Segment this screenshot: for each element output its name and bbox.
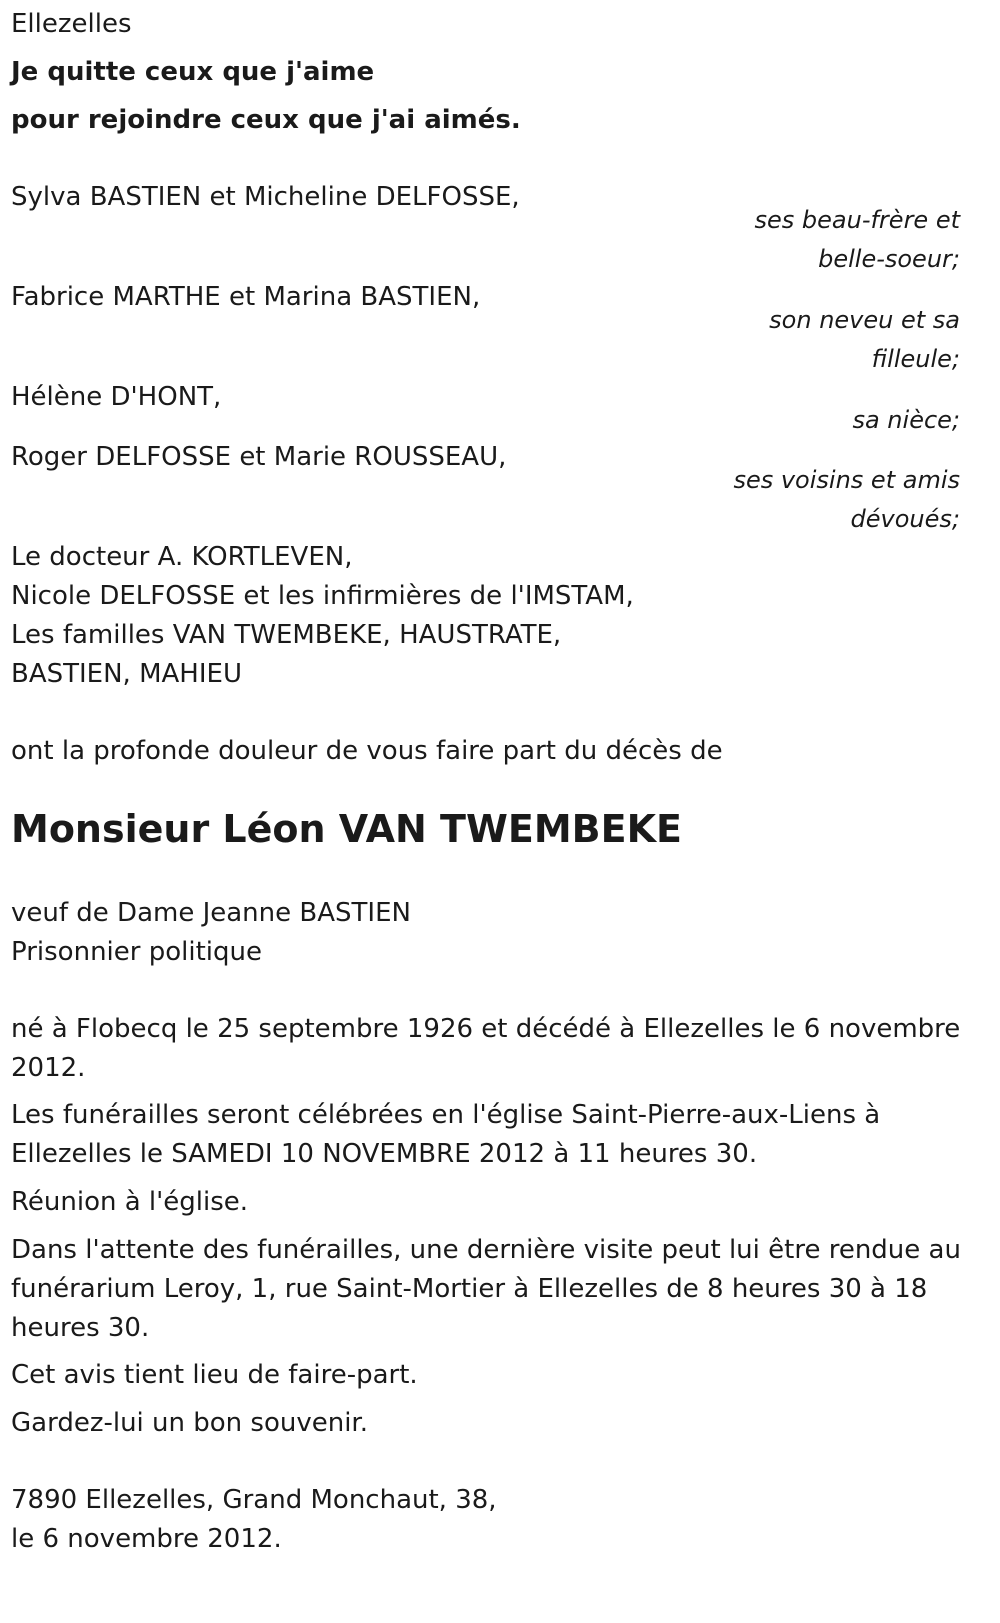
family-names-1: Sylva BASTIEN et Micheline DELFOSSE, — [11, 182, 520, 212]
family-relation-1a: ses beau-frère et — [754, 206, 960, 234]
birth-line-2: 2012. — [11, 1053, 86, 1083]
family-names-3: Hélène D'HONT, — [11, 382, 222, 412]
verse-line-2: pour rejoindre ceux que j'ai aimés. — [11, 105, 521, 135]
visit-line-1: Dans l'attente des funérailles, une dernière visite peut lui être rendue au — [11, 1235, 961, 1265]
remember-text: Gardez-lui un bon souvenir. — [11, 1408, 368, 1438]
notice-text: Cet avis tient lieu de faire-part. — [11, 1360, 418, 1390]
family-relation-2b: filleule; — [871, 345, 960, 373]
family-relation-4a: ses voisins et amis — [733, 466, 960, 494]
visit-line-2: funérarium Leroy, 1, rue Saint-Mortier à Ellezelles de 8 heures 30 à 18 — [11, 1274, 928, 1304]
deceased-widower: veuf de Dame Jeanne BASTIEN — [11, 898, 411, 928]
funeral-line-1: Les funérailles seront célébrées en l'église Saint-Pierre-aux-Liens à — [11, 1100, 881, 1130]
family-names-4: Roger DELFOSSE et Marie ROUSSEAU, — [11, 442, 507, 472]
family-relation-3: sa nièce; — [852, 406, 960, 434]
place-name: Ellezelles — [11, 9, 132, 39]
others-line-3: Les familles VAN TWEMBEKE, HAUSTRATE, — [11, 620, 562, 650]
family-relation-2a: son neveu et sa — [769, 306, 960, 334]
others-line-4: BASTIEN, MAHIEU — [11, 659, 242, 689]
family-names-2: Fabrice MARTHE et Marina BASTIEN, — [11, 282, 481, 312]
deceased-title: Prisonnier politique — [11, 937, 262, 967]
visit-line-3: heures 30. — [11, 1313, 150, 1343]
meeting-info: Réunion à l'église. — [11, 1187, 249, 1217]
others-line-1: Le docteur A. KORTLEVEN, — [11, 542, 353, 572]
family-relation-1b: belle-soeur; — [818, 245, 960, 273]
announcement: ont la profonde douleur de vous faire part du décès de — [11, 736, 723, 766]
verse-line-1: Je quitte ceux que j'aime — [11, 57, 375, 87]
family-relation-4b: dévoués; — [850, 505, 960, 533]
footer-address: 7890 Ellezelles, Grand Monchaut, 38, — [11, 1485, 497, 1515]
footer-date: le 6 novembre 2012. — [11, 1524, 282, 1554]
others-line-2: Nicole DELFOSSE et les infirmières de l'IMSTAM, — [11, 581, 634, 611]
birth-line-1: né à Flobecq le 25 septembre 1926 et décédé à Ellezelles le 6 novembre — [11, 1014, 961, 1044]
deceased-name: Monsieur Léon VAN TWEMBEKE — [11, 807, 682, 851]
funeral-line-2: Ellezelles le SAMEDI 10 NOVEMBRE 2012 à 11 heures 30. — [11, 1139, 758, 1169]
